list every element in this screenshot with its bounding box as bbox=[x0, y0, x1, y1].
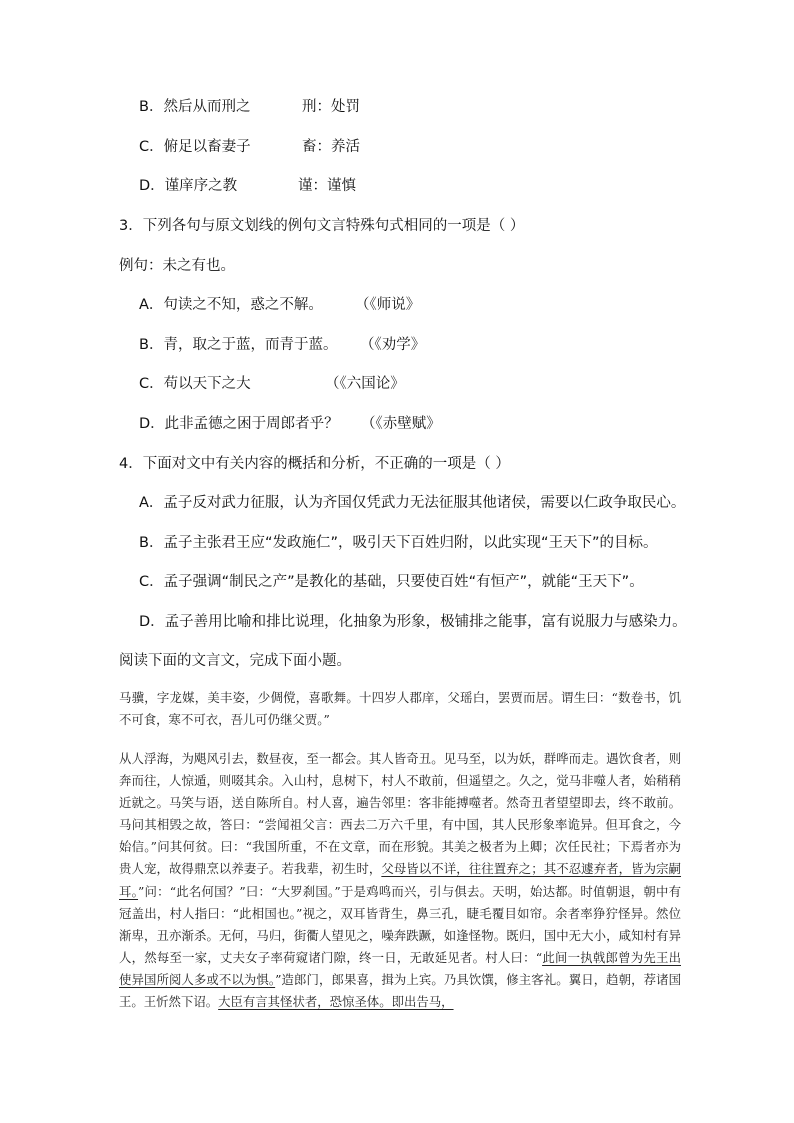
q3-option-d: D．此非孟德之困于周郎者乎？ bbox=[139, 416, 339, 432]
passage-paragraph-1 bbox=[119, 687, 681, 731]
q3-option-b-source: （《劝学》 bbox=[360, 337, 426, 353]
passage-p1-text: 马骥，字龙媒，美丰姿，少倜傥，喜歌舞。十四岁人郡庠，父瑶白，罢贾而居。谓生曰：“数卷书，饥不可食，寒不可衣，吾儿可仍继父贾。” bbox=[119, 690, 681, 728]
q2-option-b: B．然后从而刑之 bbox=[139, 99, 251, 115]
passage-underlined-sentence-1: 父母皆以不详，往往置弃之；其不忍遽弃者，皆为宗嗣耳。 bbox=[119, 861, 682, 899]
passage-paragraph-2 bbox=[119, 748, 681, 1013]
q3-option-c-source: （《六国论》 bbox=[325, 376, 405, 392]
q4-option-a: A．孟子反对武力征服，认为齐国仅凭武力无法征服其他诸侯，需要以仁政争取民心。 bbox=[139, 495, 686, 511]
q4-option-c: C．孟子强调“制民之产”是教化的基础，只要使百姓“有恒产”，就能“王天下”。 bbox=[139, 574, 644, 590]
q2-option-c: C．俯足以畜妻子 bbox=[139, 139, 251, 155]
q3-option-d-source: （《赤壁赋》 bbox=[361, 416, 441, 432]
passage-underlined-sentence-3: 大臣有言其怪状者，恐惊圣体。即出告马， bbox=[218, 994, 454, 1010]
q3-example: 例句：未之有也。 bbox=[119, 258, 235, 274]
q3-option-b: B．青，取之于蓝，而青于蓝。 bbox=[139, 337, 338, 353]
passage-p2-part-a: 从人浮海，为飓风引去，数昼夜，至一都会。其人皆奇丑。见马至，以为妖，群哗而走。遇饮食者，则奔而往，人惊遁，则啜其余。入山村，息树下，村人不敢前，但遥望之。久之，觉马非噬人者，始稍稍近就之。马笑与语，送自陈所自。村人喜，遍告邻里：客非能搏噬者。然奇丑者望望即去，终不敢前。马问其相毁之故，答曰：“尝闻祖父言：西去二万六千里，有中国，其人民形象率诡异。但耳食之，今始信。”问其何贫。曰：“我国所重，不在文章，而在形貌。其美之极者为上卿；次任民社；下焉者亦为贵人宠，故得鼎烹以养妻子。若我辈，初生时， bbox=[119, 751, 681, 877]
q4-option-d: D．孟子善用比喻和排比说理，化抽象为形象，极铺排之能事，富有说服力与感染力。 bbox=[139, 614, 687, 630]
q2-option-b-gloss: 刑：处罚 bbox=[302, 99, 360, 115]
q3-option-c: C．苟以天下之大 bbox=[139, 376, 251, 392]
q2-option-c-gloss: 畜：养活 bbox=[302, 139, 360, 155]
passage-p2-part-c: ”造郎门，郎果喜，揖为上宾。乃具饮馔，修主客礼。翼日，趋朝，荐诸国王。王忻然下诏。 bbox=[119, 971, 681, 1010]
passage-p2-part-b: ”问：“此名何国？”曰：“大罗刹国。”于是鸡鸣而兴，引与俱去。天明，始达都。时值朝退，朝中有冠盖出，村人指曰：“此相国也。”视之，双耳皆背生，鼻三孔，睫毛覆目如帘。余者率狰狞怪异。然位渐卑，丑亦渐杀。无何，马归，街衢人望见之，噪奔跌蹶，如逢怪物。既归，国中无大小，咸知村有异人，然每至一家，丈夫女子率荷窥诸门隙，终一日，无敢延见者。村人曰：“ bbox=[119, 883, 681, 965]
q3-option-a-source: （《师说》 bbox=[355, 297, 421, 313]
q2-option-d: D．谨庠序之教 bbox=[139, 178, 238, 194]
q4-stem: 4．下面对文中有关内容的概括和分析，不正确的一项是（ ） bbox=[119, 456, 510, 472]
reading-instruction: 阅读下面的文言文，完成下面小题。 bbox=[119, 653, 351, 669]
q2-option-d-gloss: 谨：谨慎 bbox=[298, 178, 356, 194]
q3-stem: 3．下列各句与原文划线的例句文言特殊句式相同的一项是（ ） bbox=[119, 218, 525, 234]
passage-underlined-sentence-2: 此间一执戟郎曾为先王出使异国所阅人多或不以为惧。 bbox=[119, 949, 681, 987]
q4-option-b: B．孟子主张君王应“发政施仁”，吸引天下百姓归附，以此实现“王天下”的目标。 bbox=[139, 535, 658, 551]
q3-option-a: A．句读之不知，惑之不解。 bbox=[139, 297, 323, 313]
